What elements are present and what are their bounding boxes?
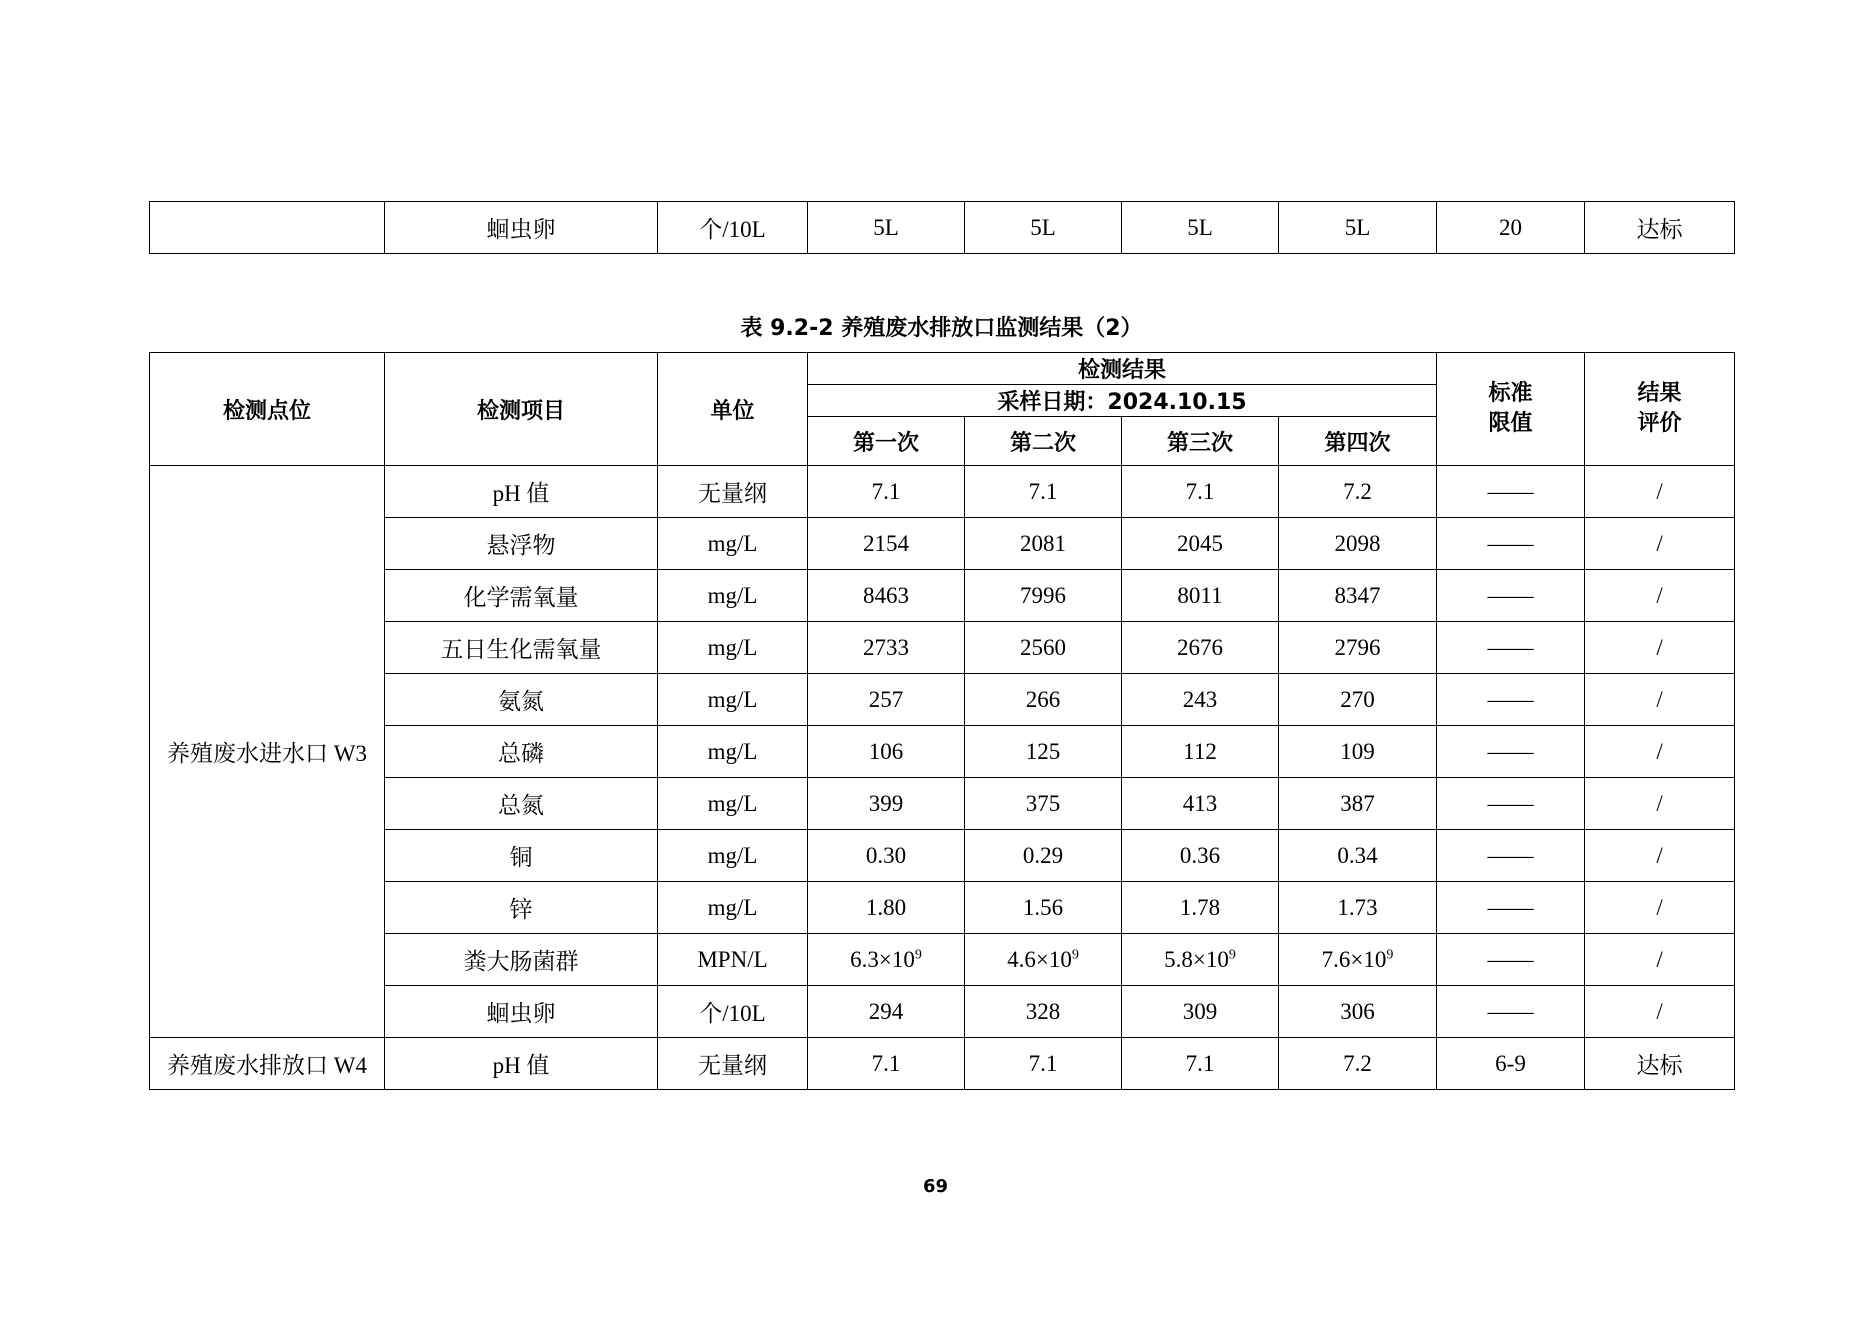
value-cell: 8011 — [1122, 570, 1279, 622]
item-cell: 总磷 — [385, 726, 658, 778]
header-limit — [1437, 353, 1585, 466]
value-cell: 7.2 — [1279, 466, 1437, 518]
value-cell: 2154 — [808, 518, 965, 570]
value-cell: 7.1 — [808, 1038, 965, 1090]
limit-cell: —— — [1437, 934, 1585, 986]
monitoring-results-table — [149, 352, 1735, 1090]
header-row — [150, 353, 1735, 385]
evaluation-cell: / — [1585, 726, 1735, 778]
table-row — [150, 1038, 1735, 1090]
value-cell: 306 — [1279, 986, 1437, 1038]
value-cell: 7996 — [965, 570, 1122, 622]
table-row — [150, 570, 1735, 622]
value-cell: 2560 — [965, 622, 1122, 674]
unit-cell: 无量纲 — [658, 1038, 808, 1090]
evaluation-cell: 达标 — [1585, 1038, 1735, 1090]
value-base: 4.6×10 — [1007, 946, 1072, 972]
value-exponent: 9 — [1071, 946, 1079, 962]
item-cell: 蛔虫卵 — [385, 202, 658, 254]
item-cell: 氨氮 — [385, 674, 658, 726]
value-cell: 1.56 — [965, 882, 1122, 934]
unit-cell: mg/L — [658, 882, 808, 934]
header-round: 第三次 — [1122, 417, 1279, 466]
limit-cell: —— — [1437, 622, 1585, 674]
value-cell — [808, 934, 965, 986]
header-round: 第一次 — [808, 417, 965, 466]
value-cell: 413 — [1122, 778, 1279, 830]
evaluation-cell: / — [1585, 882, 1735, 934]
unit-cell: mg/L — [658, 518, 808, 570]
value-cell: 309 — [1122, 986, 1279, 1038]
value-exponent: 9 — [1228, 946, 1236, 962]
value-cell: 7.1 — [1122, 466, 1279, 518]
value-base: 6.3×10 — [850, 946, 915, 972]
header-unit: 单位 — [658, 353, 808, 466]
limit-cell: —— — [1437, 830, 1585, 882]
value-cell: 125 — [965, 726, 1122, 778]
evaluation-cell: / — [1585, 778, 1735, 830]
header-site: 检测点位 — [150, 353, 385, 466]
table-row — [150, 466, 1735, 518]
limit-cell: —— — [1437, 986, 1585, 1038]
unit-cell: mg/L — [658, 570, 808, 622]
unit-cell: 无量纲 — [658, 466, 808, 518]
value-cell: 2045 — [1122, 518, 1279, 570]
header-result: 检测结果 — [808, 353, 1437, 385]
table-row — [150, 830, 1735, 882]
value-cell — [965, 934, 1122, 986]
unit-cell: MPN/L — [658, 934, 808, 986]
table-caption: 表 9.2-2 养殖废水排放口监测结果（2） — [740, 316, 1143, 341]
item-cell: 蛔虫卵 — [385, 986, 658, 1038]
header-round: 第二次 — [965, 417, 1122, 466]
page-number: 69 — [922, 1176, 949, 1197]
value-cell: 375 — [965, 778, 1122, 830]
site-cell: 养殖废水排放口 W4 — [150, 1038, 385, 1090]
item-cell: 悬浮物 — [385, 518, 658, 570]
item-cell: 粪大肠菌群 — [385, 934, 658, 986]
item-cell: 五日生化需氧量 — [385, 622, 658, 674]
value-cell: 2676 — [1122, 622, 1279, 674]
evaluation-cell: / — [1585, 570, 1735, 622]
value-cell: 328 — [965, 986, 1122, 1038]
item-cell: pH 值 — [385, 466, 658, 518]
item-cell: 总氮 — [385, 778, 658, 830]
value-cell: 270 — [1279, 674, 1437, 726]
site-cell: 养殖废水进水口 W3 — [150, 466, 385, 1038]
header-item: 检测项目 — [385, 353, 658, 466]
table-row — [150, 778, 1735, 830]
limit-cell: —— — [1437, 570, 1585, 622]
value-cell — [1122, 934, 1279, 986]
header-limit-label: 标准限值 — [1488, 381, 1533, 436]
evaluation-cell: / — [1585, 830, 1735, 882]
value-cell: 5L — [808, 202, 965, 254]
limit-cell: —— — [1437, 518, 1585, 570]
value-cell: 0.30 — [808, 830, 965, 882]
value-cell: 106 — [808, 726, 965, 778]
limit-cell: —— — [1437, 726, 1585, 778]
value-base: 5.8×10 — [1164, 946, 1229, 972]
header-evaluation-label: 结果评价 — [1637, 381, 1682, 436]
site-cell — [150, 202, 385, 254]
value-cell: 1.73 — [1279, 882, 1437, 934]
value-cell: 266 — [965, 674, 1122, 726]
item-cell: 锌 — [385, 882, 658, 934]
table-row — [150, 518, 1735, 570]
table-row — [150, 986, 1735, 1038]
evaluation-cell: / — [1585, 466, 1735, 518]
unit-cell: mg/L — [658, 622, 808, 674]
unit-cell: 个/10L — [658, 202, 808, 254]
header-evaluation — [1585, 353, 1735, 466]
value-cell: 2098 — [1279, 518, 1437, 570]
header-sampling-date: 采样日期：2024.10.15 — [808, 385, 1437, 417]
unit-cell: mg/L — [658, 778, 808, 830]
unit-cell: mg/L — [658, 674, 808, 726]
value-cell: 5L — [965, 202, 1122, 254]
limit-cell: —— — [1437, 674, 1585, 726]
evaluation-cell: / — [1585, 674, 1735, 726]
unit-cell: mg/L — [658, 830, 808, 882]
value-cell: 2081 — [965, 518, 1122, 570]
value-cell: 257 — [808, 674, 965, 726]
value-cell: 0.36 — [1122, 830, 1279, 882]
value-cell: 7.1 — [965, 466, 1122, 518]
item-cell: 化学需氧量 — [385, 570, 658, 622]
item-cell: pH 值 — [385, 1038, 658, 1090]
value-cell: 7.1 — [965, 1038, 1122, 1090]
limit-cell: 20 — [1437, 202, 1585, 254]
value-cell: 294 — [808, 986, 965, 1038]
unit-cell: mg/L — [658, 726, 808, 778]
value-cell: 399 — [808, 778, 965, 830]
table-row — [150, 882, 1735, 934]
value-cell: 8463 — [808, 570, 965, 622]
item-cell: 铜 — [385, 830, 658, 882]
limit-cell: 6-9 — [1437, 1038, 1585, 1090]
value-cell: 2796 — [1279, 622, 1437, 674]
table-row — [150, 726, 1735, 778]
value-exponent: 9 — [914, 946, 922, 962]
table-row — [150, 202, 1735, 254]
evaluation-cell: / — [1585, 622, 1735, 674]
header-round: 第四次 — [1279, 417, 1437, 466]
limit-cell: —— — [1437, 466, 1585, 518]
table-row — [150, 674, 1735, 726]
value-cell: 112 — [1122, 726, 1279, 778]
value-cell: 0.34 — [1279, 830, 1437, 882]
table-row — [150, 622, 1735, 674]
value-cell: 1.78 — [1122, 882, 1279, 934]
value-base: 7.6×10 — [1321, 946, 1387, 972]
value-cell: 0.29 — [965, 830, 1122, 882]
value-cell: 7.1 — [1122, 1038, 1279, 1090]
evaluation-cell: / — [1585, 518, 1735, 570]
value-cell: 387 — [1279, 778, 1437, 830]
continued-table — [149, 201, 1735, 254]
value-cell: 5L — [1279, 202, 1437, 254]
value-cell: 109 — [1279, 726, 1437, 778]
value-cell: 1.80 — [808, 882, 965, 934]
evaluation-cell: 达标 — [1585, 202, 1735, 254]
evaluation-cell: / — [1585, 934, 1735, 986]
value-cell — [1279, 934, 1437, 986]
value-cell: 8347 — [1279, 570, 1437, 622]
value-cell: 243 — [1122, 674, 1279, 726]
value-cell: 5L — [1122, 202, 1279, 254]
value-cell: 7.1 — [808, 466, 965, 518]
limit-cell: —— — [1437, 778, 1585, 830]
evaluation-cell: / — [1585, 986, 1735, 1038]
table-row — [150, 934, 1735, 986]
limit-cell: —— — [1437, 882, 1585, 934]
unit-cell: 个/10L — [658, 986, 808, 1038]
value-exponent: 9 — [1386, 946, 1394, 962]
value-cell: 7.2 — [1279, 1038, 1437, 1090]
value-cell: 2733 — [808, 622, 965, 674]
